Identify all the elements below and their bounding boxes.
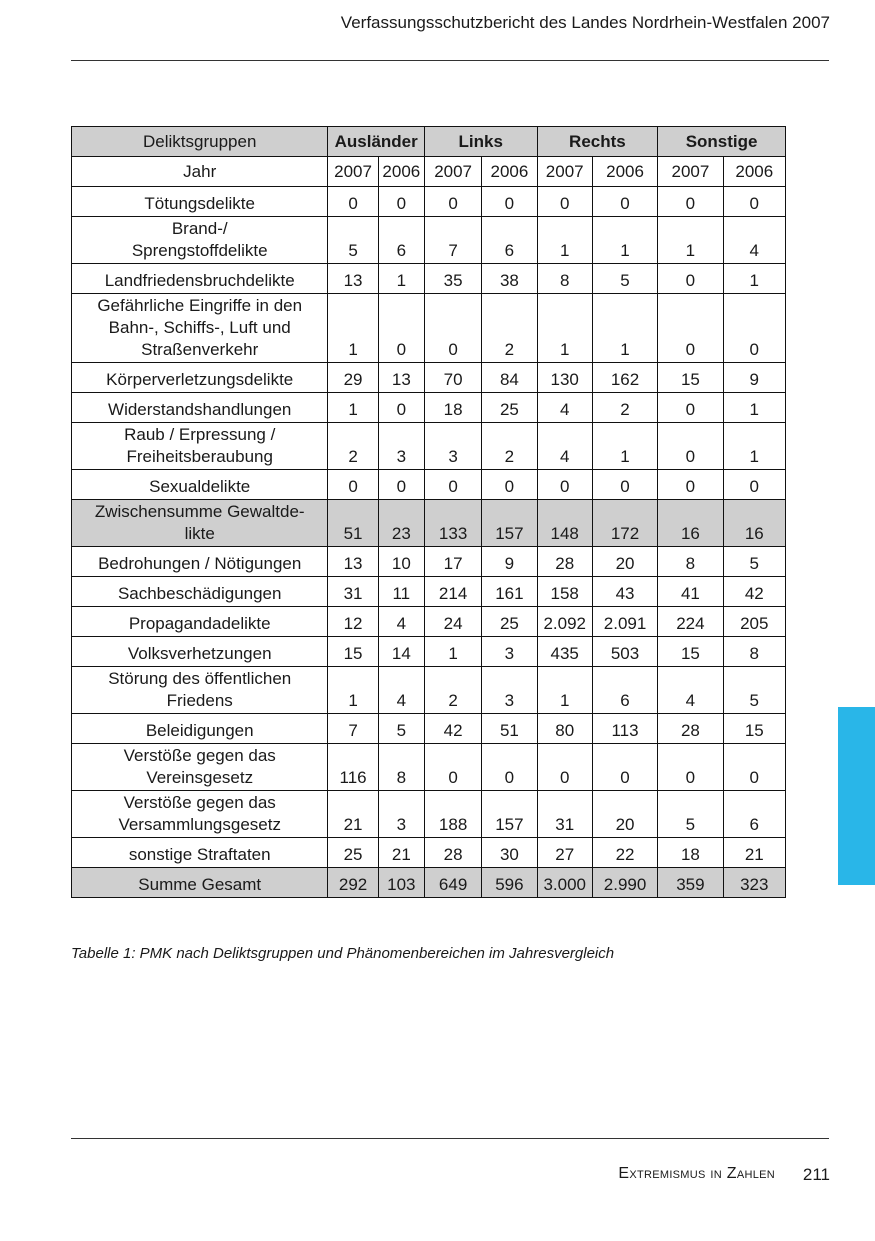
- table-row: [72, 500, 786, 547]
- table-body: [72, 187, 786, 898]
- row-value: 0: [424, 187, 481, 217]
- row-value: 11: [378, 577, 424, 607]
- row-value: 5: [723, 667, 785, 714]
- year-header-cell: 2006: [378, 157, 424, 187]
- row-value: 3: [482, 667, 537, 714]
- row-value: 3.000: [537, 868, 592, 898]
- row-value: 0: [658, 744, 723, 791]
- row-value: 359: [658, 868, 723, 898]
- row-value: 649: [424, 868, 481, 898]
- row-value: 158: [537, 577, 592, 607]
- table-row: [72, 838, 786, 868]
- row-label: Körperverletzungsdelikte: [72, 363, 328, 393]
- row-value: 0: [592, 744, 657, 791]
- row-value: 503: [592, 637, 657, 667]
- row-label: Widerstandshandlungen: [72, 393, 328, 423]
- row-value: 0: [723, 470, 785, 500]
- row-value: 3: [378, 791, 424, 838]
- year-header-label: Jahr: [72, 157, 328, 187]
- row-value: 133: [424, 500, 481, 547]
- row-value: 214: [424, 577, 481, 607]
- row-value: 2.990: [592, 868, 657, 898]
- row-value: 6: [592, 667, 657, 714]
- row-value: 2: [424, 667, 481, 714]
- row-label: Gefährliche Eingriffe in den Bahn-, Schiffs-, Luft und Straßenverkehr: [72, 294, 328, 363]
- row-value: 2: [592, 393, 657, 423]
- row-value: 42: [424, 714, 481, 744]
- row-value: 0: [537, 744, 592, 791]
- row-value: 20: [592, 547, 657, 577]
- row-value: 2: [482, 294, 537, 363]
- row-value: 41: [658, 577, 723, 607]
- row-label: Zwischensumme Gewaltde- likte: [72, 500, 328, 547]
- row-value: 1: [658, 217, 723, 264]
- row-value: 1: [723, 423, 785, 470]
- row-value: 148: [537, 500, 592, 547]
- row-value: 0: [723, 294, 785, 363]
- row-value: 22: [592, 838, 657, 868]
- table-row: [72, 791, 786, 838]
- row-value: 25: [482, 607, 537, 637]
- row-value: 116: [328, 744, 378, 791]
- header-links: Links: [424, 127, 537, 157]
- year-header-cell: 2006: [482, 157, 537, 187]
- header-deliktsgruppen: Deliktsgruppen: [72, 127, 328, 157]
- row-value: 1: [537, 667, 592, 714]
- row-value: 596: [482, 868, 537, 898]
- row-value: 28: [537, 547, 592, 577]
- row-label: sonstige Straftaten: [72, 838, 328, 868]
- table-row: [72, 667, 786, 714]
- row-value: 0: [658, 187, 723, 217]
- row-value: 84: [482, 363, 537, 393]
- row-label: Störung des öffentlichen Friedens: [72, 667, 328, 714]
- row-value: 0: [328, 187, 378, 217]
- row-value: 0: [723, 744, 785, 791]
- row-value: 51: [328, 500, 378, 547]
- row-value: 130: [537, 363, 592, 393]
- row-value: 0: [424, 294, 481, 363]
- row-value: 31: [328, 577, 378, 607]
- row-value: 1: [424, 637, 481, 667]
- row-value: 8: [658, 547, 723, 577]
- row-value: 23: [378, 500, 424, 547]
- row-value: 21: [378, 838, 424, 868]
- row-value: 51: [482, 714, 537, 744]
- row-label: Raub / Erpressung / Freiheitsberaubung: [72, 423, 328, 470]
- row-value: 224: [658, 607, 723, 637]
- row-label: Summe Gesamt: [72, 868, 328, 898]
- row-value: 5: [328, 217, 378, 264]
- header-rechts: Rechts: [537, 127, 658, 157]
- row-value: 25: [328, 838, 378, 868]
- row-value: 0: [658, 393, 723, 423]
- row-value: 0: [378, 294, 424, 363]
- year-header-cell: 2007: [328, 157, 378, 187]
- row-value: 205: [723, 607, 785, 637]
- row-value: 0: [482, 744, 537, 791]
- row-value: 0: [723, 187, 785, 217]
- header-rule: [71, 60, 829, 61]
- row-value: 38: [482, 264, 537, 294]
- row-value: 5: [378, 714, 424, 744]
- row-value: 1: [723, 264, 785, 294]
- table-row: [72, 714, 786, 744]
- table-row: [72, 187, 786, 217]
- row-value: 30: [482, 838, 537, 868]
- row-value: 21: [328, 791, 378, 838]
- row-value: 9: [723, 363, 785, 393]
- row-value: 8: [723, 637, 785, 667]
- row-value: 162: [592, 363, 657, 393]
- year-header-cell: 2006: [723, 157, 785, 187]
- table-row: [72, 470, 786, 500]
- row-value: 15: [658, 363, 723, 393]
- row-value: 20: [592, 791, 657, 838]
- row-value: 0: [378, 187, 424, 217]
- header-sonstige: Sonstige: [658, 127, 786, 157]
- table-row: [72, 868, 786, 898]
- row-label: Beleidigungen: [72, 714, 328, 744]
- chapter-side-tab: [838, 707, 875, 885]
- row-value: 0: [537, 187, 592, 217]
- row-value: 0: [537, 470, 592, 500]
- row-value: 161: [482, 577, 537, 607]
- page-header-title: Verfassungsschutzbericht des Landes Nordrhein-Westfalen 2007: [340, 13, 830, 32]
- row-value: 4: [537, 393, 592, 423]
- row-value: 1: [537, 217, 592, 264]
- row-value: 0: [482, 470, 537, 500]
- row-value: 28: [424, 838, 481, 868]
- row-value: 1: [592, 294, 657, 363]
- row-value: 3: [482, 637, 537, 667]
- table-row: [72, 423, 786, 470]
- row-value: 15: [723, 714, 785, 744]
- row-value: 70: [424, 363, 481, 393]
- row-value: 435: [537, 637, 592, 667]
- row-value: 0: [482, 187, 537, 217]
- row-value: 10: [378, 547, 424, 577]
- row-value: 16: [723, 500, 785, 547]
- row-value: 17: [424, 547, 481, 577]
- row-value: 3: [378, 423, 424, 470]
- row-value: 0: [378, 470, 424, 500]
- row-value: 13: [328, 264, 378, 294]
- row-value: 27: [537, 838, 592, 868]
- row-value: 0: [658, 423, 723, 470]
- row-value: 1: [378, 264, 424, 294]
- row-value: 18: [424, 393, 481, 423]
- row-value: 9: [482, 547, 537, 577]
- row-value: 12: [328, 607, 378, 637]
- row-value: 31: [537, 791, 592, 838]
- table-row: [72, 264, 786, 294]
- row-value: 103: [378, 868, 424, 898]
- row-value: 5: [592, 264, 657, 294]
- statistics-table: [71, 126, 786, 898]
- table-row: [72, 217, 786, 264]
- row-value: 29: [328, 363, 378, 393]
- row-value: 13: [328, 547, 378, 577]
- row-label: Volksverhetzungen: [72, 637, 328, 667]
- row-value: 21: [723, 838, 785, 868]
- row-value: 7: [424, 217, 481, 264]
- table-row: [72, 363, 786, 393]
- row-label: Landfriedensbruchdelikte: [72, 264, 328, 294]
- row-value: 2.092: [537, 607, 592, 637]
- table-row: [72, 744, 786, 791]
- row-value: 8: [378, 744, 424, 791]
- row-value: 0: [658, 264, 723, 294]
- row-label: Tötungsdelikte: [72, 187, 328, 217]
- row-value: 3: [424, 423, 481, 470]
- row-value: 1: [328, 294, 378, 363]
- row-value: 292: [328, 868, 378, 898]
- group-header-row: [72, 127, 786, 157]
- row-value: 2: [482, 423, 537, 470]
- table-row: [72, 393, 786, 423]
- row-value: 43: [592, 577, 657, 607]
- row-value: 6: [482, 217, 537, 264]
- row-value: 0: [328, 470, 378, 500]
- row-value: 0: [424, 744, 481, 791]
- row-value: 35: [424, 264, 481, 294]
- row-label: Verstöße gegen das Vereinsgesetz: [72, 744, 328, 791]
- row-value: 4: [658, 667, 723, 714]
- footer-rule: [71, 1138, 829, 1139]
- row-value: 0: [378, 393, 424, 423]
- table-caption: Tabelle 1: PMK nach Deliktsgruppen und Phänomenbereichen im Jahresvergleich: [71, 945, 615, 962]
- row-value: 1: [328, 667, 378, 714]
- row-value: 323: [723, 868, 785, 898]
- row-value: 5: [658, 791, 723, 838]
- row-value: 6: [723, 791, 785, 838]
- footer-section-title: Extremismus in Zahlen: [618, 1165, 775, 1182]
- row-label: Sachbeschädigungen: [72, 577, 328, 607]
- row-value: 24: [424, 607, 481, 637]
- row-value: 172: [592, 500, 657, 547]
- row-value: 4: [378, 607, 424, 637]
- row-value: 7: [328, 714, 378, 744]
- row-value: 157: [482, 500, 537, 547]
- year-header-cell: 2006: [592, 157, 657, 187]
- row-value: 14: [378, 637, 424, 667]
- table-row: [72, 577, 786, 607]
- row-value: 1: [537, 294, 592, 363]
- row-label: Sexualdelikte: [72, 470, 328, 500]
- row-label: Verstöße gegen das Versammlungsgesetz: [72, 791, 328, 838]
- header-auslaender: Ausländer: [328, 127, 425, 157]
- year-header-row: [72, 157, 786, 187]
- row-value: 42: [723, 577, 785, 607]
- row-value: 13: [378, 363, 424, 393]
- row-value: 5: [723, 547, 785, 577]
- row-value: 1: [592, 423, 657, 470]
- table-row: [72, 547, 786, 577]
- row-value: 0: [592, 187, 657, 217]
- row-value: 0: [658, 470, 723, 500]
- year-header-cell: 2007: [658, 157, 723, 187]
- row-value: 4: [378, 667, 424, 714]
- row-value: 0: [424, 470, 481, 500]
- row-value: 0: [592, 470, 657, 500]
- row-value: 80: [537, 714, 592, 744]
- table-row: [72, 637, 786, 667]
- row-label: Bedrohungen / Nötigungen: [72, 547, 328, 577]
- row-value: 28: [658, 714, 723, 744]
- row-value: 113: [592, 714, 657, 744]
- year-header-cell: 2007: [424, 157, 481, 187]
- table-row: [72, 607, 786, 637]
- row-value: 6: [378, 217, 424, 264]
- row-value: 2: [328, 423, 378, 470]
- row-value: 15: [658, 637, 723, 667]
- row-value: 15: [328, 637, 378, 667]
- row-value: 4: [723, 217, 785, 264]
- row-value: 188: [424, 791, 481, 838]
- row-value: 0: [658, 294, 723, 363]
- row-label: Propagandadelikte: [72, 607, 328, 637]
- row-value: 4: [537, 423, 592, 470]
- row-value: 2.091: [592, 607, 657, 637]
- row-value: 16: [658, 500, 723, 547]
- row-value: 1: [592, 217, 657, 264]
- row-value: 157: [482, 791, 537, 838]
- row-value: 25: [482, 393, 537, 423]
- footer-page-number: 211: [802, 1165, 830, 1184]
- year-header-cell: 2007: [537, 157, 592, 187]
- row-value: 1: [723, 393, 785, 423]
- table-row: [72, 294, 786, 363]
- row-value: 1: [328, 393, 378, 423]
- row-label: Brand-/ Sprengstoffdelikte: [72, 217, 328, 264]
- row-value: 18: [658, 838, 723, 868]
- row-value: 8: [537, 264, 592, 294]
